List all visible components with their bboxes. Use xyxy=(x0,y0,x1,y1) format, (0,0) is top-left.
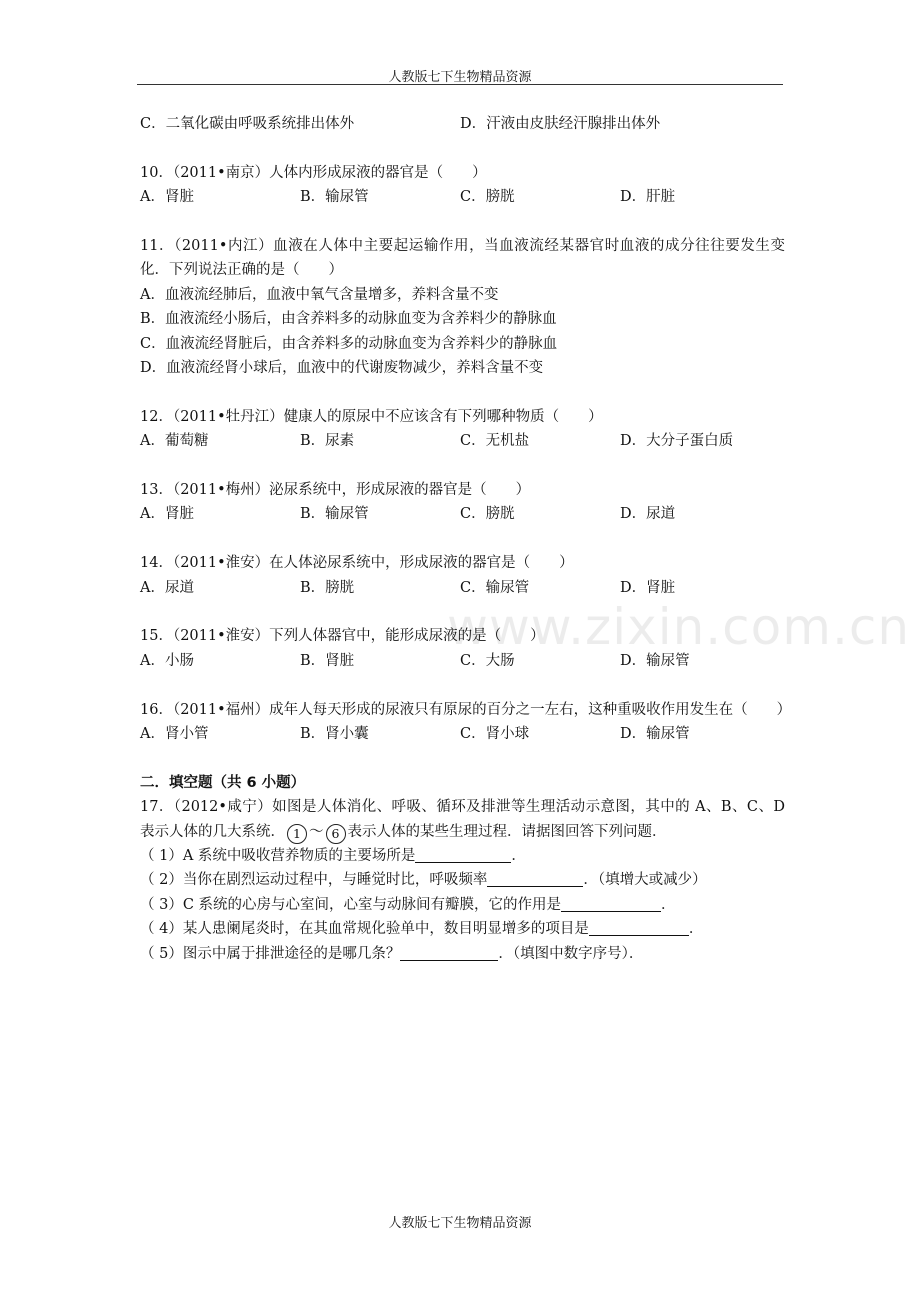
q17-sub-3 xyxy=(140,893,785,917)
page-header: 人教版七下生物精品资源 xyxy=(388,70,532,85)
header-divider xyxy=(137,84,783,85)
q17-sub-2-text: （ 2）当你在剧烈运动过程中，与睡觉时比，呼吸频率 xyxy=(140,872,488,889)
q17-sub-2 xyxy=(140,868,785,892)
q13-option-a: A．肾脏 xyxy=(140,506,194,523)
q12-option-c: C．无机盐 xyxy=(460,433,530,450)
q12-option-b: B．尿素 xyxy=(300,433,355,450)
q11-option-d: D．血液流经肾小球后，血液中的代谢废物减少，养料含量不变 xyxy=(140,360,544,377)
q13-option-d: D．尿道 xyxy=(620,506,676,523)
q11-option-a: A．血液流经肺后，血液中氧气含量增多，养料含量不变 xyxy=(140,286,499,303)
q14-option-a: A．尿道 xyxy=(140,579,194,596)
q17-sub-4-tail: ． xyxy=(688,921,704,938)
q10-options-row xyxy=(140,185,785,209)
q16-option-a: A．肾小管 xyxy=(140,726,209,743)
q16-options-row xyxy=(140,722,785,746)
q17-sub-1-tail: ． xyxy=(511,848,526,865)
q11-option-b: B．血液流经小肠后，由含养料多的动脉血变为含养料少的静脉血 xyxy=(140,311,557,328)
q15-option-d: D．输尿管 xyxy=(620,652,690,669)
answer-blank-3[interactable] xyxy=(561,895,661,912)
q14-stem: 14．（2011•淮安）在人体泌尿系统中，形成尿液的器官是（ ） xyxy=(140,555,574,572)
q12-options-row xyxy=(140,429,785,453)
q17-sub-4-text: （ 4）某人患阑尾炎时，在其血常规化验单中，数目明显增多的项目是 xyxy=(140,921,589,938)
q15-options-row xyxy=(140,649,785,673)
q12-option-d: D．大分子蛋白质 xyxy=(620,433,734,450)
q9-options-row xyxy=(140,112,785,136)
q10-option-b: B．输尿管 xyxy=(300,189,369,206)
q13-option-c: C．膀胱 xyxy=(460,506,515,523)
q16-option-d: D．输尿管 xyxy=(620,726,690,743)
answer-blank-2[interactable] xyxy=(487,870,583,887)
circled-number-six: 6 xyxy=(326,824,346,844)
q11-stem: 11．（2011•内江）血液在人体中主要起运输作用，当血液流经某器官时血液的成分往往要发生变化．下列说法正确的是（ ） xyxy=(140,238,785,279)
document-body xyxy=(140,112,792,966)
page-footer: 人教版七下生物精品资源 xyxy=(388,1216,532,1231)
q16-option-c: C．肾小球 xyxy=(460,726,530,743)
q12-option-a: A．葡萄糖 xyxy=(140,433,209,450)
q16-option-b: B．肾小囊 xyxy=(300,726,369,743)
q10-option-c: C．膀胱 xyxy=(460,189,515,206)
q16-stem: 16．（2011•福州）成年人每天形成的尿液只有原尿的百分之一左右，这种重吸收作用发生在（ ） xyxy=(140,701,792,718)
q13-option-b: B．输尿管 xyxy=(300,506,369,523)
q12-stem: 12．（2011•牡丹江）健康人的原尿中不应该含有下列哪种物质（ ） xyxy=(140,408,603,425)
q17-stem-part-b: 表示人体的某些生理过程．请据图回答下列问题． xyxy=(347,823,667,840)
q13-options-row xyxy=(140,502,785,526)
q17-stem-part-a: 17．（2012•咸宁）如图是人体消化、呼吸、循环及排泄等生理活动示意图，其中的 A、B、C、D 表示人体的几大系统． xyxy=(140,799,785,840)
q11-option-c: C．血液流经肾脏后，由含养料多的动脉血变为含养料少的静脉血 xyxy=(140,335,558,352)
q17-sub-5 xyxy=(140,942,785,966)
circled-number-one: 1 xyxy=(287,824,307,844)
q13-stem: 13．（2011•梅州）泌尿系统中，形成尿液的器官是（ ） xyxy=(140,482,531,499)
q14-option-d: D．肾脏 xyxy=(620,579,676,596)
q17-sub-3-text: （ 3）C 系统的心房与心室间，心室与动脉间有瓣膜，它的作用是 xyxy=(140,896,562,913)
answer-blank-5[interactable] xyxy=(400,944,498,961)
q17-sub-1 xyxy=(140,844,785,868)
q14-option-c: C．输尿管 xyxy=(460,579,530,596)
q15-option-a: A．小肠 xyxy=(140,652,194,669)
q15-option-b: B．肾脏 xyxy=(300,652,355,669)
q9-option-d: D．汗液由皮肤经汗腺排出体外 xyxy=(460,116,661,132)
answer-blank-4[interactable] xyxy=(589,919,689,936)
q15-stem: 15．（2011•淮安）下列人体器官中，能形成尿液的是（ ） xyxy=(140,628,545,645)
q17-sub-5-text: （ 5）图示中属于排泄途径的是哪几条？ xyxy=(140,945,401,962)
q17-sub-2-tail: ．（填增大或减少） xyxy=(583,872,707,889)
q17-sub-5-tail: ．（填图中数字序号）． xyxy=(498,945,644,962)
q9-option-c: C．二氧化碳由呼吸系统排出体外 xyxy=(140,116,355,132)
answer-blank-1[interactable] xyxy=(415,846,511,863)
q15-option-c: C．大肠 xyxy=(460,652,515,669)
q17-tilde: ～ xyxy=(309,823,324,840)
q17-stem xyxy=(140,795,785,844)
section-title-fill-in: 二．填空题（共 6 小题） xyxy=(140,774,306,791)
q17-sub-3-tail: ． xyxy=(661,896,676,913)
q17-sub-1-text: （ 1）A 系统中吸收营养物质的主要场所是 xyxy=(140,848,416,865)
q14-option-b: B．膀胱 xyxy=(300,579,355,596)
q14-options-row xyxy=(140,576,785,600)
q10-option-a: A．肾脏 xyxy=(140,189,194,206)
q10-option-d: D．肝脏 xyxy=(620,189,676,206)
q17-sub-4 xyxy=(140,917,785,941)
watermark: www.zixin.com.cn xyxy=(447,598,911,656)
q10-stem: 10．（2011•南京）人体内形成尿液的器官是（ ） xyxy=(140,164,487,181)
